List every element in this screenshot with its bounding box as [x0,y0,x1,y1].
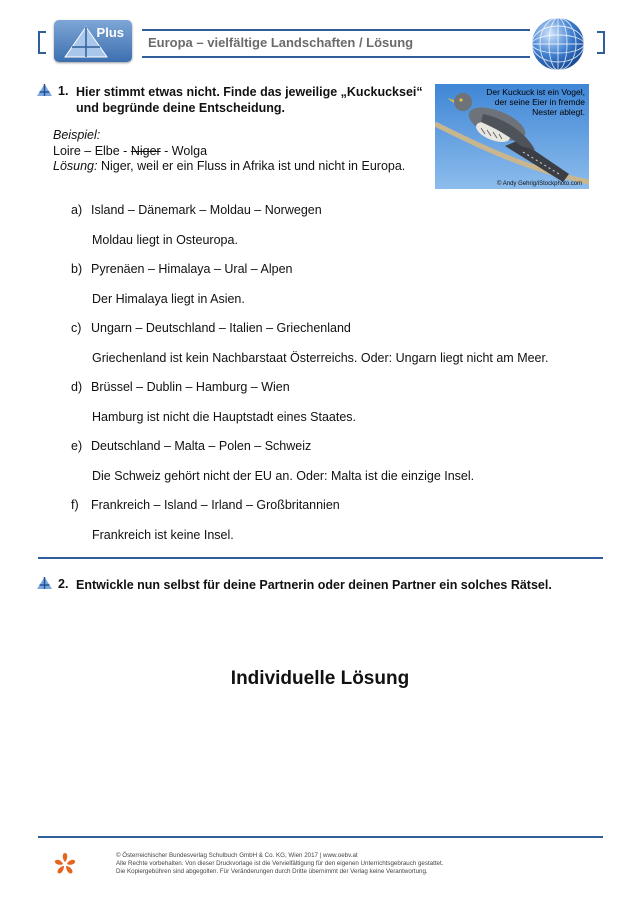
item-words: Island – Dänemark – Moldau – Norwegen [91,203,322,217]
item-words: Brüssel – Dublin – Hamburg – Wien [91,380,290,394]
header-rule-top [142,29,530,31]
task-1-instruction-line-1: Hier stimmt etwas nicht. Finde das jeweilige „Kuckucksei“ [76,85,423,99]
example-label: Beispiel: [53,128,101,142]
individual-solution: Individuelle Lösung [230,668,410,689]
item-words: Ungarn – Deutschland – Italien – Griechenland [91,321,351,335]
section-divider [38,557,603,559]
solution-label: Lösung: [53,159,98,173]
footer-divider [38,836,603,838]
item-letter: b) [71,262,83,276]
item-words: Pyrenäen – Himalaya – Ural – Alpen [91,262,293,276]
pyramid-icon [37,84,52,96]
item-letter: a) [71,203,83,217]
item-answer: Hamburg ist nicht die Hauptstadt eines Staates. [92,410,357,424]
plus-logo [54,20,132,62]
item-words: Frankreich – Island – Irland – Großbritannien [91,498,340,512]
item-answer: Moldau liegt in Osteuropa. [92,233,238,247]
solution-text: Niger, weil er ein Fluss in Afrika ist und nicht in Europa. [97,159,406,173]
photo-credit: © Andy Gehrig/iStockphoto.com [497,181,583,187]
item-letter: d) [71,380,83,394]
item-answer: Der Himalaya liegt in Asien. [92,292,245,306]
task-2-number: 2. [58,577,69,591]
item-words: Deutschland – Malta – Polen – Schweiz [91,439,312,453]
task-1-number: 1. [58,84,69,98]
item-answer: Griechenland ist kein Nachbarstaat Österreichs. Oder: Ungarn liegt nicht am Meer. [92,351,549,365]
page-title: Europa – vielfältige Landschaften / Lösung [148,35,414,50]
example-words-normal: Loire – Elbe - [53,144,131,158]
header-rule-bottom [142,56,530,58]
footer-line-3: Die Kopiergebühren sind abgegolten. Für Veränderungen durch Dritte übernimmt der Verlag keine Verantwortung. [116,868,428,876]
photo-caption: Der Kuckuck ist ein Vogel, der seine Eier in fremde Nester ablegt. [486,87,585,117]
task-1-instruction-line-2: und begründe deine Entscheidung. [76,101,286,115]
example-words [53,143,207,159]
footer-copyright [116,852,443,877]
task-2-instruction: Entwickle nun selbst für deine Partnerin oder deinen Partner ein solches Rätsel. [76,578,552,592]
item-letter: c) [71,321,82,335]
example-word-struck: Niger [130,144,161,158]
cuckoo-photo [435,84,589,189]
item-letter: e) [71,439,83,453]
example-words-rest: - Wolga [160,144,208,158]
footer-line-2: Alle Rechte vorbehalten. Von dieser Druckvorlage ist die Vervielfältigung für den eigenen Unterrichtsgebrauch gestattet. [116,860,444,868]
item-answer: Frankreich ist keine Insel. [92,528,234,542]
publisher-logo-icon [52,851,78,877]
item-letter: f) [71,498,79,512]
globe-icon [530,16,586,72]
logo-label: Plus [96,25,124,40]
pyramid-icon [37,577,52,589]
footer-line-1: © Österreichischer Bundesverlag Schulbuch GmbH & Co. KG, Wien 2017 | www.oebv.at [116,852,358,859]
example-solution [53,158,405,174]
item-answer: Die Schweiz gehört nicht der EU an. Oder: Malta ist die einzige Insel. [92,469,475,483]
